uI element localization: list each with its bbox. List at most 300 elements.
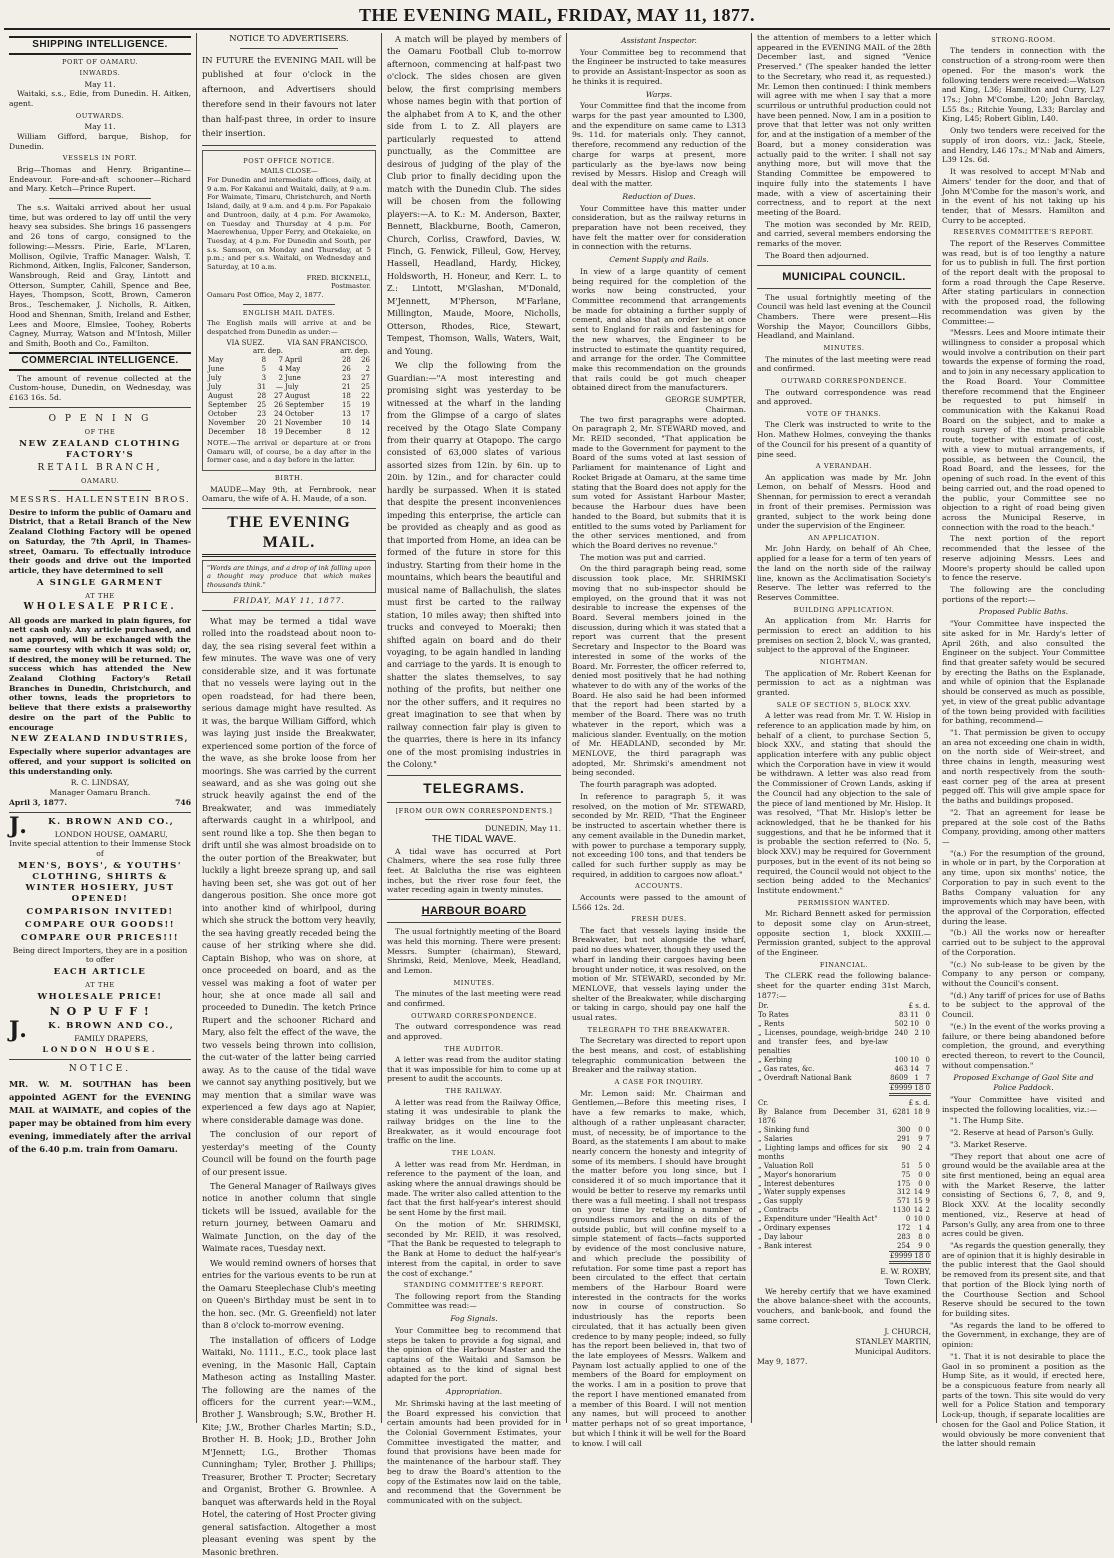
post-office-notice: [202, 150, 376, 471]
loan-heading: THE LOAN.: [451, 1149, 497, 1158]
ad-lindsay-role: Manager Oamaru Branch.: [49, 788, 151, 798]
ad-oamaru: OAMARU.: [81, 477, 119, 486]
warps-text: Your Committee find that the income from warps for the past year amounted to L300, and the expenditure on same came to L313 9s. 11d. for materials only. They cannot, therefore, recommend any reduction of the charge for warps at present, more particularly as the bye-laws now being revised by Messrs. Hislop and Creagh will deal with the matter.: [572, 101, 746, 189]
balance-cell: 9: [925, 1197, 930, 1206]
baths-heading: Proposed Public Baths.: [978, 607, 1069, 617]
cr-row: [757, 1233, 931, 1242]
divider: [49, 198, 151, 199]
balance-cell: 4: [925, 1143, 930, 1152]
reserves-text: The report of the Reserves Committee was read, but is of too lengthy a nature for us to publish in full. The first portion of the report dealt with the proposal to form a road through the Cape Reserve. After stating particulars in connection with the proposed road, the following recommendation was given by the Committee:—: [942, 238, 1105, 326]
commercial-text: The amount of revenue collected at the Custom-house, Dunedin, on Wednesday, was £163 16s. 5d.: [9, 373, 191, 403]
may9-date: May 9, 1877.: [757, 1356, 808, 1366]
balance-sheet-cr: [757, 1099, 931, 1264]
mails-close: MAILS CLOSE—: [260, 167, 318, 176]
telegraph-text: The Secretary was directed to report upon the best means, and cost, of establishing telegraphic communication between the Breaker and the railway station.: [572, 1036, 746, 1075]
balance-cell: 100: [894, 1056, 908, 1065]
balance-cell: 6281: [892, 1107, 911, 1116]
mails-text: For Dunedin and intermediate offices, daily, at 9 a.m. For Kakanui and Waitaki, daily, at 9 a.m. For Waimate, Timaru, Christchurch, and North Island, daily, at 9 a.m. and 4 p.m. For Papakaio and Duntroon, daily, at 4 p.m. For Awamoko, on Tuesday and Thursday at 4 p.m. For Maerewhenua, Upper Ferry, and Otekaieke, on Tuesday, at 4 p.m. For Dunedin and South, per s.s. Samson, on Monday and Thursday, at 5 p.m.; and per s.s. Waitaki, on Wednesday and Saturday, at 10 a.m.: [207, 176, 371, 271]
roxby: E. W. ROXBY,: [880, 1267, 931, 1277]
auditor-heading: THE AUDITOR.: [444, 1044, 504, 1053]
divider: [425, 819, 522, 820]
fourth-para-text: The fourth paragraph was adopted.: [580, 780, 717, 790]
balance-cell: 0: [925, 1233, 930, 1242]
railway-notice-text: The General Manager of Railways gives notice in another column that single tickets will be issued, available for the return journey, between Oamaru and Waimate Junction, on the day of the Waimate races, Tuesday next.: [202, 1181, 376, 1254]
mail-cell: June: [208, 365, 224, 374]
ad-footer: [9, 798, 191, 808]
minutes-text: The minutes of the last meeting were read and confirmed.: [757, 354, 931, 374]
warps-heading: Warps.: [645, 89, 673, 99]
balance-cell: 0: [925, 1011, 930, 1020]
ad-hallenstein: MESSRS. HALLENSTEIN BROS.: [9, 494, 191, 505]
balance-cell: „ Kerbing: [758, 1056, 793, 1065]
railway-text: A letter was read from the Railway Office, stating it was undesirable to plank the railway bridges on the line to the Breakwater, as it would encourage foot traffic on the line.: [387, 1097, 561, 1146]
chairman: Chairman.: [705, 404, 746, 414]
outward-heading: OUTWARD CORRESPONDENCE.: [411, 1011, 537, 1020]
telegrams-heading: TELEGRAMS.: [423, 779, 525, 796]
mail-cell: 8: [346, 428, 351, 437]
mail-cell: 12: [361, 428, 370, 437]
mail-cell: 21: [341, 383, 351, 392]
column-1: [4, 33, 196, 1423]
ref-para-text: In reference to paragraph 5, it was resolved, on the motion of Mr. STEWARD, seconded by Mr. REID, "That the Engineer be instructed to ascertain whether there is any cement available in the Dunedin market, with power to purchase a temporary supply, not exceeding 100 tons, and that tenders be called for such further supply as may be required, in addition to cargoes now afloat.": [572, 791, 746, 879]
balance-cell: „ Salaries: [758, 1134, 793, 1143]
balance-cell: 240: [894, 1029, 908, 1038]
lsd-header: £ s. d.: [908, 1098, 930, 1107]
outward-text: The outward correspondence was read and approved.: [757, 387, 931, 407]
balance-cell: 300: [896, 1125, 911, 1134]
dunedin-date: DUNEDIN, May 11.: [485, 824, 561, 833]
baths-item-2: "2. That an agreement for lease be prepared at the sole cost of the Baths Company, providing, among other matters—: [942, 807, 1105, 846]
evening-mail-title: THE EVENING MAIL.: [202, 513, 376, 557]
postmaster: Postmaster.: [330, 282, 371, 291]
vessels-heading: VESSELS IN PORT.: [62, 154, 138, 163]
mail-cell: June: [284, 374, 301, 383]
cr-row: [757, 1171, 931, 1180]
ad-retail-branch: RETAIL BRANCH,: [37, 462, 163, 473]
shrimski-text: On the motion of Mr. SHRIMSKI, seconded by Mr. REID, it was resolved, "That the Bank be requested to telegraph to the Bank at Home to deduct the half-year's interest from the capital, in order to save the cost of exchange.": [387, 1219, 561, 1278]
mail-cell: 23: [257, 410, 267, 419]
mail-cell: August: [284, 392, 310, 401]
balance-sheet-dr: [757, 1002, 931, 1096]
following-text: The following are the concluding portions of the report:—: [942, 584, 1105, 604]
mail-cell: 8: [261, 356, 267, 365]
issue-date: FRIDAY, MAY 11, 1877.: [233, 596, 345, 606]
mail-cell: 26: [361, 356, 370, 365]
dr-row: [757, 1011, 931, 1020]
mail-cell: 19: [274, 428, 283, 437]
balance-cell: 0: [905, 1215, 911, 1224]
balance-cell: 283: [896, 1233, 911, 1242]
mail-note: NOTE.—The arrival or departure at or from Oamaru will, of course, be a day after in the former case, and a day before in the latter.: [207, 439, 371, 465]
divider: [387, 802, 561, 803]
mail-cell: 7: [278, 356, 283, 365]
balance-cell: „ Ordinary expenses: [758, 1224, 831, 1233]
balance-cell: 0: [918, 1179, 923, 1188]
balance-cell: 0: [925, 1125, 930, 1134]
mail-cell: 25: [361, 383, 370, 392]
application-heading: AN APPLICATION.: [808, 534, 880, 543]
mail-cell: April: [284, 356, 303, 365]
cement-text: In view of a large quantity of cement being required for the completion of the works now being constructed, your Committee recommend that arrangements be made for obtaining a further supply of cement, and also that an order be at once sent to England for rails and fastenings for the new wharves, the Engineer to be instructed to estimate the quantity required, and arrange for the order. The Committee make this recommendation on the grounds that rails could be got much cheaper obtained direct from the manufacturers.: [572, 266, 746, 393]
notice-heading: NOTICE.: [68, 1064, 132, 1075]
cr-label: Cr.: [758, 1098, 769, 1107]
fog-heading: Fog Signals.: [450, 1314, 498, 1324]
outward-text: The outward correspondence was read and approved.: [387, 1022, 561, 1041]
balance-cell: 10: [921, 1029, 930, 1038]
standing-text: The following report from the Standing Committee was read:—: [387, 1291, 561, 1311]
mail-cell: July: [284, 383, 299, 392]
mail-cell: 17: [361, 410, 370, 419]
birth-text: MAUDE—May 9th, at Fernbrook, near Oamaru, the wife of A. H. Maude, of a son.: [202, 484, 376, 504]
mail-cell: 21: [274, 419, 283, 428]
balance-cell: 15: [913, 1197, 923, 1206]
ad-at-the: AT THE: [85, 981, 115, 990]
minutes-text: The minutes of the last meeting were read and confirmed.: [387, 989, 561, 1008]
balance-cell: „ Expenditure under "Health Act": [758, 1215, 878, 1224]
masthead: THE EVENING MAIL, FRIDAY, MAY 11, 1877.: [359, 5, 755, 25]
port-heading: PORT OF OAMARU.: [62, 57, 138, 66]
balance-cell: „ Bank interest: [758, 1242, 812, 1251]
divider: [757, 288, 931, 289]
municipal-text: The usual fortnightly meeting of the Council was held last evening at the Council Chambers. There were present—His Worship the Mayor, Councillors Gibbs, Headland, and Mainland.: [757, 292, 931, 341]
dr-row: [757, 1029, 931, 1056]
cr-row: [757, 1144, 931, 1162]
mail-cell: 26: [274, 401, 283, 410]
divider: [49, 490, 151, 491]
balance-cell: 9: [925, 1107, 930, 1116]
cr-row: [757, 1180, 931, 1189]
balance-cell: 502: [894, 1020, 908, 1029]
verandah-heading: A VERANDAH.: [815, 462, 873, 471]
divider: [202, 508, 376, 509]
minutes-heading: MINUTES.: [453, 978, 495, 987]
outward-heading: OUTWARD CORRESPONDENCE.: [781, 377, 907, 386]
arr-dep: arr. dep.: [253, 347, 283, 356]
third-para-text: On the third paragraph being read, some discussion took place, Mr. SHRIMSKI moving that no sub-inspector should be employed, on the ground that it was not desirable to increase the expenses of the Board. Several members joined in the discussion, during which it was stated that a report was current that the present Secretary and Inspector to the Board was interested in some of the works of the Board. Mr. Forrester, the officer referred to, denied most positively that he had nothing whatever to do with any of the works of the Board. He also said he had been informed that the report had been started by a member of the Board. There was no truth whatever in the report, which was a malicious slander. Eventually, on the motion of Mr. HEADLAND, seconded by Mr. MENLOVE, the third paragraph was adopted, Mr. Shrimski's amendment not being seconded.: [572, 564, 746, 778]
lees-text: "Messrs. Lees and Moore intimate their willingness to consider a proposal which would involve a contribution on their part towards the expense of forming the road, and to join in any necessary application to the Road Board. Your Committee therefore recommend that the Engineer be requested to put himself in communication with the Kakanui Road Board on the subject, and to make a rough survey of the most practicable route, together with estimate of cost, with a view to mutual arrangements, if possible, as between the Council, the Road Board, and the lessees, for the opening of such road. In the event of this being carried out, and the road opened to the public, your Committee see no objection to a right of road being given across the Municipal Reserve, in connection with the road to the beach.": [942, 328, 1105, 532]
divider: [387, 922, 561, 923]
dr-row: [757, 1065, 931, 1074]
balance-cell: 75: [901, 1170, 911, 1179]
balance-cell: 2: [918, 1143, 923, 1152]
column-2: [197, 33, 381, 1557]
strong-room-heading: STRONG-ROOM.: [991, 36, 1056, 44]
motion-text: The motion was put and carried.: [580, 552, 706, 562]
arr-dep: arr. dep.: [340, 347, 370, 356]
balance-cell: To Rates: [758, 1011, 789, 1020]
balance-cell: „ Rents: [758, 1020, 785, 1029]
mail-cell: May: [208, 356, 224, 365]
mail-cell: August: [208, 392, 233, 401]
ad-comparison: COMPARISON INVITED!: [26, 906, 174, 917]
initial-letter: J.: [9, 1016, 29, 1043]
ad-nz-industries: NEW ZEALAND INDUSTRIES,: [10, 734, 190, 745]
mail-cell: November: [208, 419, 246, 428]
guardian-text: We clip the following from the Guardian:—"A most interesting and promising sight was yesterday to be witnessed at the wharf in the landing from the Glimpse of a cargo of slates received by the Otago Slate Company from their quarry at Otapopo. The cargo consisted of 63,000 slates of various assorted sizes from 12in. by 6in. up to 20in. by 12in., and for character could hardly be surpassed. When it is stated that despite the present inconveniences impeding this enterprise, the article can be provided as cheaply and as good as that imported from Home, an idea can be formed of the future in store for this industry. Starting from their home in the mountains, which bears the beautiful and musical name of Ballachulish, the slates must first be carted to the railway station, 10 miles away; then shifted into trucks and conveyed to Moeraki; then shifted again on board and do their voyaging, to be again handled in landing and carriage to the yards. It is enough to shatter the slates themselves, to say nothing of the profits, but neither one nor the other suffers, and it requires no great imagination to see that when by railway connection fair play is given to the quarries, there is here in its infancy one of the most promising industries in the Colony.": [387, 360, 561, 770]
mail-cell: 19: [361, 401, 370, 410]
regards-text: "As regards the question generally, they are of opinion that it is highly desirable in the public interest that the Gaol should be removed from its present site, and that that portion of the Block lying north of the Courthouse Section and School Reserve should be secured to the town for building sites.: [942, 1240, 1105, 1318]
mail-cell: 18: [341, 392, 351, 401]
dr-row: [757, 1020, 931, 1029]
standing-heading: STANDING COMMITTEE'S REPORT.: [403, 1281, 545, 1290]
ad-superior-text: Especially where superior advantages are offered, and your support is solicited on this understanding only.: [9, 747, 191, 776]
ad-at-the: AT THE: [85, 591, 115, 600]
inwards-heading: INWARDS.: [79, 69, 121, 78]
steeplechase-text: We would remind owners of horses that entries for the various events to be run at the Oamaru Steeplechase Club's meeting on Queen's Birthday must be sent in to the hon. sec. (Mr. G. Greenfield) not later than 8 o'clock to-morrow evening.: [202, 1257, 376, 1331]
fresh-dues-heading: FRESH DUES.: [631, 915, 687, 924]
fresh-dues-text: The fact that vessels laying inside the Breakwater, but not alongside the wharf, paid no dues whatever, though they used the wharf in landing their cargoes having been brought under notice, it was resolved, on the motion of Mr. STEWARD, seconded by Mr. MENLOVE, that vessels laying under the shelter of the Breakwater, while discharging or taking in cargo, should pay one half the usual rates.: [572, 925, 746, 1023]
baths-text: "Your Committee have inspected the site asked for in Mr. Hardy's letter of April 26th, and also consulted the Engineer on the subject. Your Committee find that greater safety would be secured by erecting the Baths on the Esplanade, and while of opinion that the Esplanade should be conserved as much as possible, yet, in view of the great public advantage of the town being provided with facilities for bathing, recommend—: [942, 619, 1105, 726]
waitaki-paragraph: The s.s. Waitaki arrived about her usual time, but was ordered to lay off until the very heavy sea subsides. She brings 16 passengers and 26 tons of cargo, consigned to the following:—Messrs. Pirie, Earle, M'Laren, Mollison, Ogilvie, Traffic Manager. Walsh, T. Richmond, Aitken, Inglis, Falconer, Sanderson, Wansbrough, Reid and Gray, Lintott and Otterson, Sumpter, Cahill, Spence and Bee, Hayes, Thompson, Scott, Brown, Cameron Bros., Teschemaker, J. Nicholls, R. Aitken, Hood and Shennan, Smith, Ireland and Esther, Lees and Moore, Elmslee, Toohey, Roberts Cagney, Murray, Watson and M'Intosh, Miller and Smith, Booth and Co., Familton.: [9, 203, 191, 349]
mail-cell: December: [208, 428, 245, 437]
balance-cell: 0: [925, 1215, 930, 1224]
ad-compare-prices: COMPARE OUR PRICES!!!: [20, 932, 180, 943]
ad-brown-stock: MEN'S, BOYS', & YOUTHS' CLOTHING, SHIRTS & WINTER HOSIERY, JUST OPENED!: [17, 860, 182, 904]
mail-cell: 27: [361, 374, 370, 383]
divider: [9, 1059, 191, 1060]
date: May 11.: [84, 79, 116, 89]
balance-cell: 0: [925, 1170, 930, 1179]
balance-cell: 7: [925, 1134, 930, 1143]
date: May 11.: [84, 122, 116, 132]
thanks-text: The Clerk was instructed to write to the Hon. Mathew Holmes, conveying the thanks of the Council for his present of a quantity of pine seed.: [757, 420, 931, 459]
harbour-text: The usual fortnightly meeting of the Board was held this morning. There were present: Messrs. Sumpter (chairman), Steward, Shrimski, Reid, Menlove, Meek, Headland, and Lemon.: [387, 927, 561, 976]
balance-cell: 7: [925, 1065, 930, 1074]
balance-cell: 1: [918, 1224, 923, 1233]
resolved-text: It was resolved to accept M'Nab and Aimers' tender for the door, and that of John M'Combe for the mason's work, and in the event of his not taking up his tender, that of Messrs. Hamilton and Curry to be accepted.: [942, 167, 1105, 225]
southan-notice: MR. W. M. SOUTHAN has been appointed AGENT for the EVENING MAIL at WAIMATE, and copies of the paper may be obtained from him every evening, immediately after the arrival of the 6.40 p.m. train from Oamaru.: [9, 1078, 191, 1154]
mail-row: [207, 419, 371, 428]
cr-row: [757, 1197, 931, 1206]
balance-cell: 2: [925, 1206, 930, 1215]
divider: [202, 610, 376, 611]
tidal-wave-text: A tidal wave has occurred at Port Chalmers, where the sea rose fully three feet. At Balclutha the rise was eighteen inches, but the river rose four feet, the water receding again in twenty minutes.: [387, 846, 561, 895]
divider: [9, 407, 191, 408]
mail-row: [207, 356, 371, 365]
balance-cell: 5: [918, 1161, 923, 1170]
nightman-text: The application of Mr. Robert Keenan for permission to act as a nightman was granted.: [757, 668, 931, 697]
mail-cell: 28: [257, 392, 267, 401]
mail-cell: October: [284, 410, 314, 419]
balance-cell: 10: [910, 1056, 919, 1065]
balance-cell: 10: [910, 1020, 919, 1029]
column-5: [752, 33, 936, 1423]
football-text: A match will be played by members of the Oamaru Football Club to-morrow afternoon, commencing at half-past two o'clock. The sides chosen are given below, the first comprising members whose names begin with that portion of the alphabet from A to K, and the other side from L to Z. All players are particularly requested to attend punctually, as the Committee are desirous of judging of the play of the Club prior to finally deciding upon the match with the Dunedin Club. The sides will be chosen from the following players:—A. to K.: M. Anderson, Baxter, Bennett, Blackburne, Booth, Cameron, Church, Corliss, Crawford, Davies, W. Finch, G. Fenwick, Filleul, Gow, Hervey, Hassell, Headland, Hardy, Hickey, Holdsworth, H. Honeur, and Kerr. L. to Z.: Lintott, M'Glashan, M'Donald, M'Jennett, M'Pherson, M'Farlane, Millington, Maude, Moore, Nicholls, Otterson, Rhodes, Rice, Stewart, Tempest, Thomson, Walls, Waters, Wait, and Young.: [387, 34, 561, 356]
mail-cell: 22: [361, 392, 370, 401]
mail-cell: 14: [361, 419, 370, 428]
balance-cell: 90: [901, 1143, 911, 1152]
dr-row: [757, 1074, 931, 1083]
mail-cell: 28: [341, 356, 351, 365]
exchange-item-3: "3. Market Reserve.: [950, 1139, 1028, 1149]
balance-cell: 83: [899, 1011, 908, 1020]
balance-cell: 0: [925, 1242, 930, 1251]
cement-heading: Cement Supply and Rails.: [609, 255, 709, 265]
balance-cell: 9: [925, 1188, 930, 1197]
balance-cell: „ Mayor's honorarium: [758, 1170, 837, 1179]
balance-cell: „ Overdraft National Bank: [758, 1074, 852, 1083]
cr-row: [757, 1224, 931, 1233]
cr-row: [757, 1206, 931, 1215]
mail-cell: 25: [257, 401, 267, 410]
harbour-board-heading: HARBOUR BOARD: [421, 905, 527, 918]
inquiry-heading: A CASE FOR INQUIRY.: [614, 1078, 704, 1087]
appropriation-heading: Appropriation.: [445, 1387, 503, 1397]
mail-cell: 27: [274, 392, 283, 401]
auditors: Municipal Auditors.: [854, 1346, 931, 1356]
balance-cell: 51: [901, 1161, 911, 1170]
railway-heading: THE RAILWAY.: [445, 1087, 503, 1096]
county-text: The conclusion of our report of yesterday's meeting of the County Council will be found on the fourth page of our present issue.: [202, 1129, 376, 1177]
site-text: "As regards the land to be offered to the Government, in exchange, they are of opinion:: [942, 1320, 1105, 1350]
mail-cell: July: [208, 383, 222, 392]
outwards-text: William Gifford, barque, Bishop, for Dunedin.: [9, 131, 191, 151]
balance-cell: 172: [896, 1224, 911, 1233]
mail-cell: 24: [274, 410, 283, 419]
mail-table: [207, 339, 371, 437]
ad-brown-head: J. K. BROWN AND CO.,: [9, 812, 175, 839]
town-clerk: Town Clerk.: [884, 1276, 931, 1286]
assistant-text: Your Committee beg to recommend that the Engineer be instructed to take measures to provide an Assistant-Inspector as soon as he thinks it is required.: [572, 47, 746, 86]
baths-item-d: "(d.) Any tariff of prices for use of Baths to be subject to the approval of the Council.: [942, 990, 1105, 1020]
fog-text: Your Committee beg to recommend that steps be taken to provide a fog signal, and the opinion of the Harbour Master and the captains of the Waitaki and Samson be obtained as to the kind of signal best adapted for the port.: [387, 1325, 561, 1384]
exchange-item-1: "1. The Hump Site.: [950, 1116, 1024, 1126]
inwards-text: Waitaki, s.s., Edie, from Dunedin. H. Aitken, agent.: [9, 89, 191, 109]
dr-total: £9999 18 0: [889, 1083, 931, 1094]
loan-text: A letter was read from Mr. Herdman, in reference to the payment of the loan, and asking where the annual drawings should be made. The writer also called attention to the fact that the first half-year's interest should be sent Home by the first mail.: [387, 1159, 561, 1218]
telegraph-heading: TELEGRAPH TO THE BREAKWATER.: [587, 1025, 731, 1034]
permission-heading: PERMISSION WANTED.: [797, 898, 891, 907]
balance-cell: 312: [896, 1188, 911, 1197]
vessels-text: Brig—Thomas and Henry. Brigantine—Endeavour. Fore-and-aft schooner—Richard and Mary. Ketch—Prince Rupert.: [9, 164, 191, 194]
bicknell: FRED. BICKNELL,: [306, 273, 371, 282]
last-text: "1. That it is not desirable to place the Gaol in so prominent a position as the Hump Site, as it would, if erected here, be a conspicuous feature from nearly all parts of the town. This site would do very well for a Police Station and temporary Lock-up, though, if separate localities are chosen for the Gaol and Police Station, it would obviously be more convenient that the latter should remain: [942, 1351, 1105, 1449]
balance-cell: 11: [910, 1011, 919, 1020]
balance-cell: „ Valuation Roll: [758, 1161, 814, 1170]
balance-cell: „ Lighting lamps and offices for six months: [758, 1143, 888, 1161]
balance-cell: 291: [896, 1134, 911, 1143]
mail-cell: 18: [257, 428, 267, 437]
church: J. CHURCH,: [884, 1327, 931, 1337]
balance-cell: By Balance from December 31, 1876: [758, 1107, 888, 1125]
balance-cell: 0: [925, 1179, 930, 1188]
martin: STANLEY MARTIN,: [855, 1337, 931, 1347]
english-mail-heading: ENGLISH MAIL DATES.: [242, 308, 336, 317]
ad-no-puff: N O P U F F !: [49, 1004, 151, 1018]
exchange-heading: Proposed Exchange of Gaol Site and Police Paddock.: [953, 1073, 1094, 1093]
po-date: Oamaru Post Office, May 2, 1877.: [207, 291, 324, 300]
balance-cell: 0: [925, 1161, 930, 1170]
cr-rows: [757, 1108, 931, 1252]
verandah-text: An application was made by Mr. John Lemon, on behalf of Messrs. Hood and Shennan, for permission to erect a verandah in front of their premises. Permission was granted, subject to the work being done under the supervision of the Engineer.: [757, 472, 931, 531]
mail-cell: 5: [261, 365, 267, 374]
column-6: [937, 33, 1110, 1449]
ad-brown2-sub: FAMILY DRAPERS,: [74, 1033, 149, 1043]
balance-cell: 18: [913, 1107, 923, 1116]
balance-cell: „ Water supply expenses: [758, 1188, 846, 1197]
baths-item-e: "(e.) In the event of the works proving a failure, or there being abandoned before completion, the ground, and everything erected thereon, to revert to the Council, without compensation.": [942, 1021, 1105, 1070]
sale-heading: SALE OF SECTION 5, BLOCK XXV.: [776, 700, 912, 709]
ad-brown2-head: J. K. BROWN AND CO.,: [9, 1016, 175, 1043]
mail-cell: 26: [341, 365, 351, 374]
column-3: [382, 33, 566, 1506]
balance-cell: „ Interest debentures: [758, 1179, 835, 1188]
ad-opening: O P E N I N G: [48, 413, 152, 424]
cr-row: [757, 1135, 931, 1144]
via-suez: VIA SUEZ.: [226, 338, 265, 347]
ad-single-garment: A SINGLE GARMENT: [36, 577, 164, 588]
baths-item-1: "1. That permission be given to occupy an area not exceeding one chain in width, on the north side of Weir-street, and three chains in length, measuring west and north respectively from the south-east corner peg of the area at present pegged off. This will give ample space for the baths and buildings proposed.: [942, 728, 1105, 806]
balance-cell: „ Gas supply: [758, 1197, 803, 1206]
balance-cell: 571: [896, 1197, 911, 1206]
cr-row: [757, 1108, 931, 1126]
tenders-text: Only two tenders were received for the supply of iron doors, viz.: Jack, Steele, and Hendry, L46 17s.; M'Nab and Aimers, L39 12s. 6d.: [942, 126, 1105, 165]
divider: [757, 265, 931, 266]
balance-cell: „ Licenses, poundage, weigh-bridge and transfer fees, and bye-law penalties: [758, 1029, 888, 1056]
balance-cell: 0: [918, 1170, 923, 1179]
notice-advertisers-heading: NOTICE TO ADVERTISERS.: [229, 33, 349, 43]
mail-cell: October: [208, 410, 237, 419]
divider: [387, 899, 561, 900]
mail-cell: 3: [261, 374, 267, 383]
mail-cell: 23: [341, 374, 351, 383]
balance-cell: 0: [925, 1056, 930, 1065]
balance-cell: 0: [925, 1020, 930, 1029]
paragraphs-text: The two first paragraphs were adopted. On paragraph 2, Mr. STEWARD moved, and Mr. REID seconded, "That application be made to the Government for payment to the Board of the sums voted at last session of Parliament for maintenance of Light and Rocket Brigade at Oamaru, at the same time stating that the Board does not apply for the sum voted for Assistant Harbour Master, because the Harbour dues have been handed to the Board, but submits that it is entitled to the sums voted by Parliament for the other services mentioned, and from which the Board derives no revenue.": [572, 414, 746, 550]
mail-row: [207, 365, 371, 374]
ad-london-house: LONDON HOUSE.: [42, 1045, 158, 1055]
column-4: [567, 33, 751, 1448]
ad-importers: Being direct Importers, they are in a position to offer: [12, 945, 188, 965]
balance-cell: 254: [896, 1242, 911, 1251]
shipping-heading: SHIPPING INTELLIGENCE.: [9, 36, 191, 55]
inquiry-text: Mr. Lemon said: Mr. Chairman and Gentlemen,—Before this meeting rises, I have a few remarks to make, which, although of a rather unpleasant character, must, of necessity, be of importance to the Board, as the statements I am about to make nearly concern the honesty and integrity of some of its members. I should have brought the matter before you long since, but I considered it of so much importance that it would be better to reserve my remarks until there was a full meeting. I shall not trespass on your time by retailing a number of groundless rumors and the on dits of the outside public, but will confine myself to a simple statement of facts—facts supported by evidence of the most conclusive nature, and which preclude the possibility of refutation. For some time past a report has been circulated to the effect that certain members of the Harbour Board were interested in the contracts for the works now in course of construction. So industriously has the reports been circulated, that it has actually been given credence to by many people; indeed, so fully has the report been believed in, that two of the late employees of Messrs. Walkem and Paynam lost actually applied to one of the members of the Board for employment on the works. I am in a position to prove that the report I have mentioned emanated from a member of this Board. I will not mention any names, but will proceed to another matter perhaps not of so great importance, but which I think it will be well for the Board to know. I will call: [572, 1088, 746, 1448]
lodge-text: The installation of officers of Lodge Waitaki, No. 1111., E.C., took place last evening, in the Masonic Hall, Captain Matheson acting as Installing Master. The following are the names of the officers for the current year:—W.M., Brother J. Wansbrough; S.W., Brother H. Kite; J.W., Brother Charles Martin; S.D., Brother H. B. Hook; J.D., Brother John M'Jennett; I.G., Brother Thomas Cunningham; Tyler, Brother J. Phillips; Treasurer, Brother T. Procter; Secretary and Organist, Brother G. Brownlee. A banquet was afterwards held in the Royal Hotel, the catering of Host Procter giving general satisfaction. Altogether a most pleasant evening was spent by the Masonic brethren.: [202, 1334, 376, 1557]
mail-cell: 10: [341, 419, 351, 428]
exchange-item-2: "2. Reserve at head of Parson's Gully.: [950, 1128, 1094, 1138]
cr-row: [757, 1126, 931, 1135]
ad-nz-clothing: NEW ZEALAND CLOTHING FACTORY'S: [19, 438, 181, 460]
balance-cell: 14: [913, 1188, 923, 1197]
exchange-text: "Your Committee have visited and inspected the following localities, viz.:—: [942, 1094, 1105, 1114]
reserves-heading: RESERVES COMMITTEE'S REPORT.: [953, 228, 1094, 237]
sale-text: A letter was read from Mr. T. W. Hislop in reference to an application made by him, on behalf of a client, to purchase Section 5, block XXV., and stating that should the application interfere with any public object which the Corporation have in view it would be withdrawn. A letter was also read from the Commissioner of Crown Lands, asking if the Council had any objection to the sale of the piece of land mentioned by Mr. Hislop. It was resolved, "That Mr. Hislop's letter be acknowledged, that he be thanked for his suggestions, and that he be informed that it is probable the section referred to (No. 5, block XXV.) may be required for Government purposes, but in the event of its not being so required, the Council would not object to the section being added to the Mechanics' Institute endowment.": [757, 711, 931, 896]
balance-cell: 1: [914, 1074, 919, 1083]
mail-row: [207, 392, 371, 401]
thanks-heading: VOTE OF THANKS.: [806, 409, 882, 418]
balance-cell: 4: [925, 1224, 930, 1233]
divider: [387, 775, 561, 776]
outwards-heading: OUTWARDS.: [75, 111, 125, 120]
permission-text: Mr. Richard Bennett asked for permission to deposit some clay on Arun-street, opposite section 1, block XXXIII.—Permission granted, subject to the approval of the Engineer.: [757, 909, 931, 958]
mail-row: [207, 410, 371, 419]
lsd-header: £ s. d.: [908, 1002, 930, 1011]
mail-cell: 2: [365, 365, 370, 374]
divider: [202, 145, 376, 146]
balance-cell: 14: [910, 1065, 919, 1074]
baths-item-c: "(c.) No sub-lease to be given by the Company to any person or company, without the Council's consent.: [942, 959, 1105, 988]
strong-text: The tenders in connection with the construction of a strong-room were then opened. For the mason's work the following tenders were received:—Watson and King, L36; Hamilton and Curry, L27 17s.; John M'Combe, L20; John Barclay, L55 8s.; Ritchie Young, L33; Barclay and King, L45; Robert Giblin, L40.: [942, 46, 1105, 124]
balance-cell: 14: [913, 1206, 923, 1215]
financial-heading: FINANCIAL.: [819, 960, 869, 969]
ad-number: 746: [175, 797, 191, 807]
financial-text: The CLERK read the following balance-sheet for the quarter ending 31st March, 1877:—: [757, 971, 931, 1000]
adjourned-text: The Board then adjourned.: [765, 250, 869, 260]
balance-cell: 2: [914, 1029, 919, 1038]
mail-cell: 15: [341, 401, 351, 410]
cr-row: [757, 1242, 931, 1251]
lemon-cont-text: the attention of members to a letter which appeared in the EVENING MAIL of the 28th December last, and signed "Venice Preserved." (The speaker handed the letter to the Secretary, who read it, as requested.) Mr. Lemon then continued: I think members will agree with me when I say that a more scurrilous or untruthful production could not have been penned. Now, I am in a position to prove that that letter was not only written for, and at the instigation of a member of the Board, but a money consideration was actually paid to the writer. I shall not say anything more, but will move that the Standing Committee be empowered to inquire fully into the statements I have made, with a view of ascertaining their correctness, and to report at the next meeting of the Board.: [757, 33, 931, 217]
